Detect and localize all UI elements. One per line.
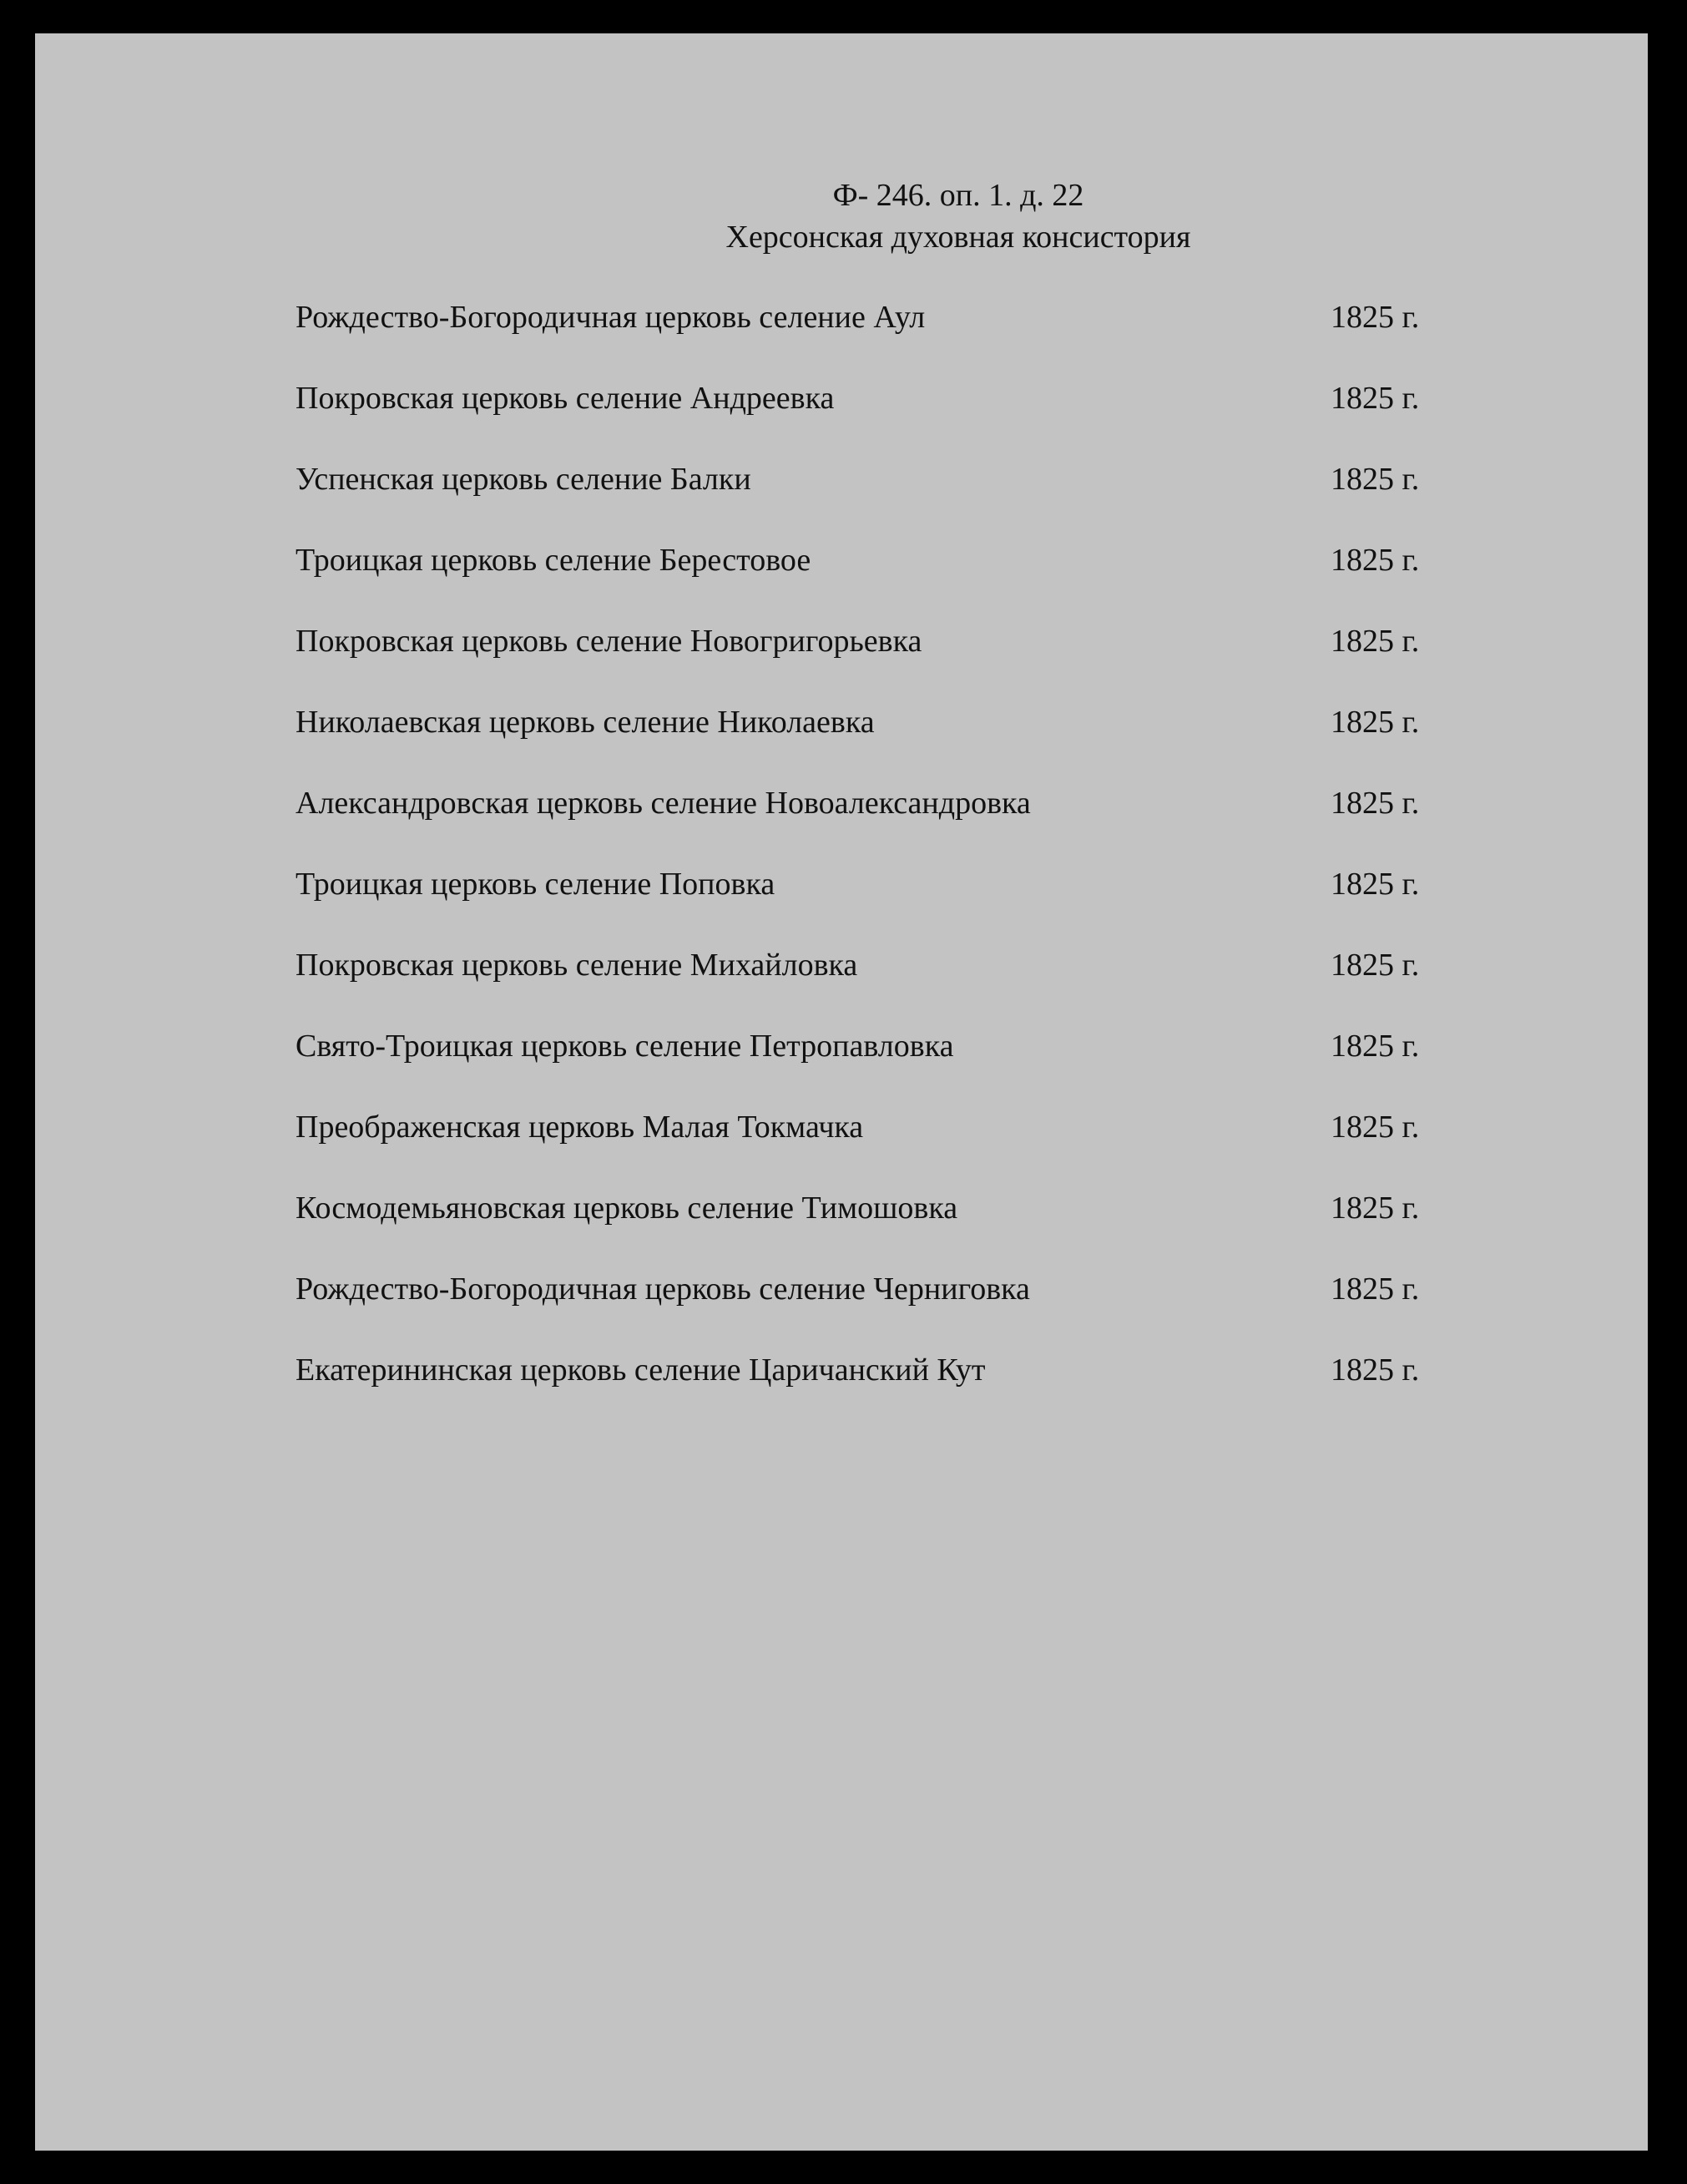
church-name: Троицкая церковь селение Берестовое (295, 543, 811, 578)
document-title: Херсонская духовная консистория (725, 220, 1191, 255)
church-name: Преображенская церковь Малая Токмачка (295, 1110, 864, 1145)
church-name: Рождество-Богородичная церковь селение Аул (295, 300, 926, 335)
entry-year: 1825 г. (1331, 624, 1420, 659)
entry-year: 1825 г. (1331, 381, 1420, 416)
church-name: Свято-Троицкая церковь селение Петропавловка (295, 1029, 954, 1064)
church-name: Успенская церковь селение Балки (295, 462, 751, 497)
entry-year: 1825 г. (1331, 1191, 1420, 1226)
entry-year: 1825 г. (1331, 948, 1420, 983)
church-name: Троицкая церковь селение Поповка (295, 867, 775, 902)
church-name: Екатерининская церковь селение Царичанский Кут (295, 1352, 986, 1388)
church-name: Рождество-Богородичная церковь селение Черниговка (295, 1271, 1030, 1307)
church-name: Александровская церковь селение Новоалександровка (295, 786, 1031, 821)
church-name: Николаевская церковь селение Николаевка (295, 705, 875, 740)
document-page (35, 33, 1648, 2151)
entry-year: 1825 г. (1331, 1029, 1420, 1064)
church-name: Покровская церковь селение Андреевка (295, 381, 835, 416)
entry-year: 1825 г. (1331, 867, 1420, 902)
entry-year: 1825 г. (1331, 1271, 1420, 1307)
entry-year: 1825 г. (1331, 786, 1420, 821)
church-name: Космодемьяновская церковь селение Тимошовка (295, 1191, 958, 1226)
archive-reference: Ф- 246. оп. 1. д. 22 (832, 178, 1084, 213)
entry-year: 1825 г. (1331, 300, 1420, 335)
church-name: Покровская церковь селение Новогригорьевка (295, 624, 922, 659)
entry-year: 1825 г. (1331, 1110, 1420, 1145)
entry-year: 1825 г. (1331, 462, 1420, 497)
entry-year: 1825 г. (1331, 705, 1420, 740)
church-name: Покровская церковь селение Михайловка (295, 948, 858, 983)
entry-year: 1825 г. (1331, 543, 1420, 578)
entry-year: 1825 г. (1331, 1352, 1420, 1388)
